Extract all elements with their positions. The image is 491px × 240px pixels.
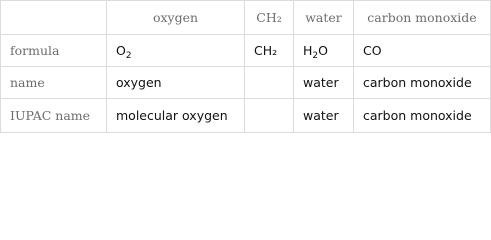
column-header-ch2: CH₂	[245, 1, 294, 35]
formula-subscript: 2	[312, 51, 319, 61]
row-label-formula: formula	[1, 35, 107, 67]
cell-formula-ch2: CH₂	[245, 35, 294, 67]
column-header-carbon-monoxide: carbon monoxide	[354, 1, 491, 35]
cell-name-water: water	[294, 67, 354, 99]
table-row-name	[1, 67, 491, 99]
formula-text: H	[303, 43, 313, 58]
cell-name-oxygen: oxygen	[107, 67, 245, 99]
formula-text: O	[116, 43, 126, 58]
cell-name-carbon-monoxide: carbon monoxide	[354, 67, 491, 99]
cell-iupac-carbon-monoxide: carbon monoxide	[354, 99, 491, 133]
cell-iupac-oxygen: molecular oxygen	[107, 99, 245, 133]
row-label-name: name	[1, 67, 107, 99]
formula-subscript: 2	[125, 51, 132, 61]
cell-formula-carbon-monoxide: CO	[354, 35, 491, 67]
cell-iupac-ch2	[245, 99, 294, 133]
cell-formula-oxygen	[107, 35, 245, 67]
formula-text-after: O	[318, 43, 328, 58]
row-label-iupac-name: IUPAC name	[1, 99, 107, 133]
cell-iupac-water: water	[294, 99, 354, 133]
column-header-water: water	[294, 1, 354, 35]
table-row-iupac-name	[1, 99, 491, 133]
corner-cell	[1, 1, 107, 35]
cell-name-ch2	[245, 67, 294, 99]
cell-formula-water	[294, 35, 354, 67]
column-header-oxygen: oxygen	[107, 1, 245, 35]
table-row-formula	[1, 35, 491, 67]
header-row	[1, 1, 491, 35]
